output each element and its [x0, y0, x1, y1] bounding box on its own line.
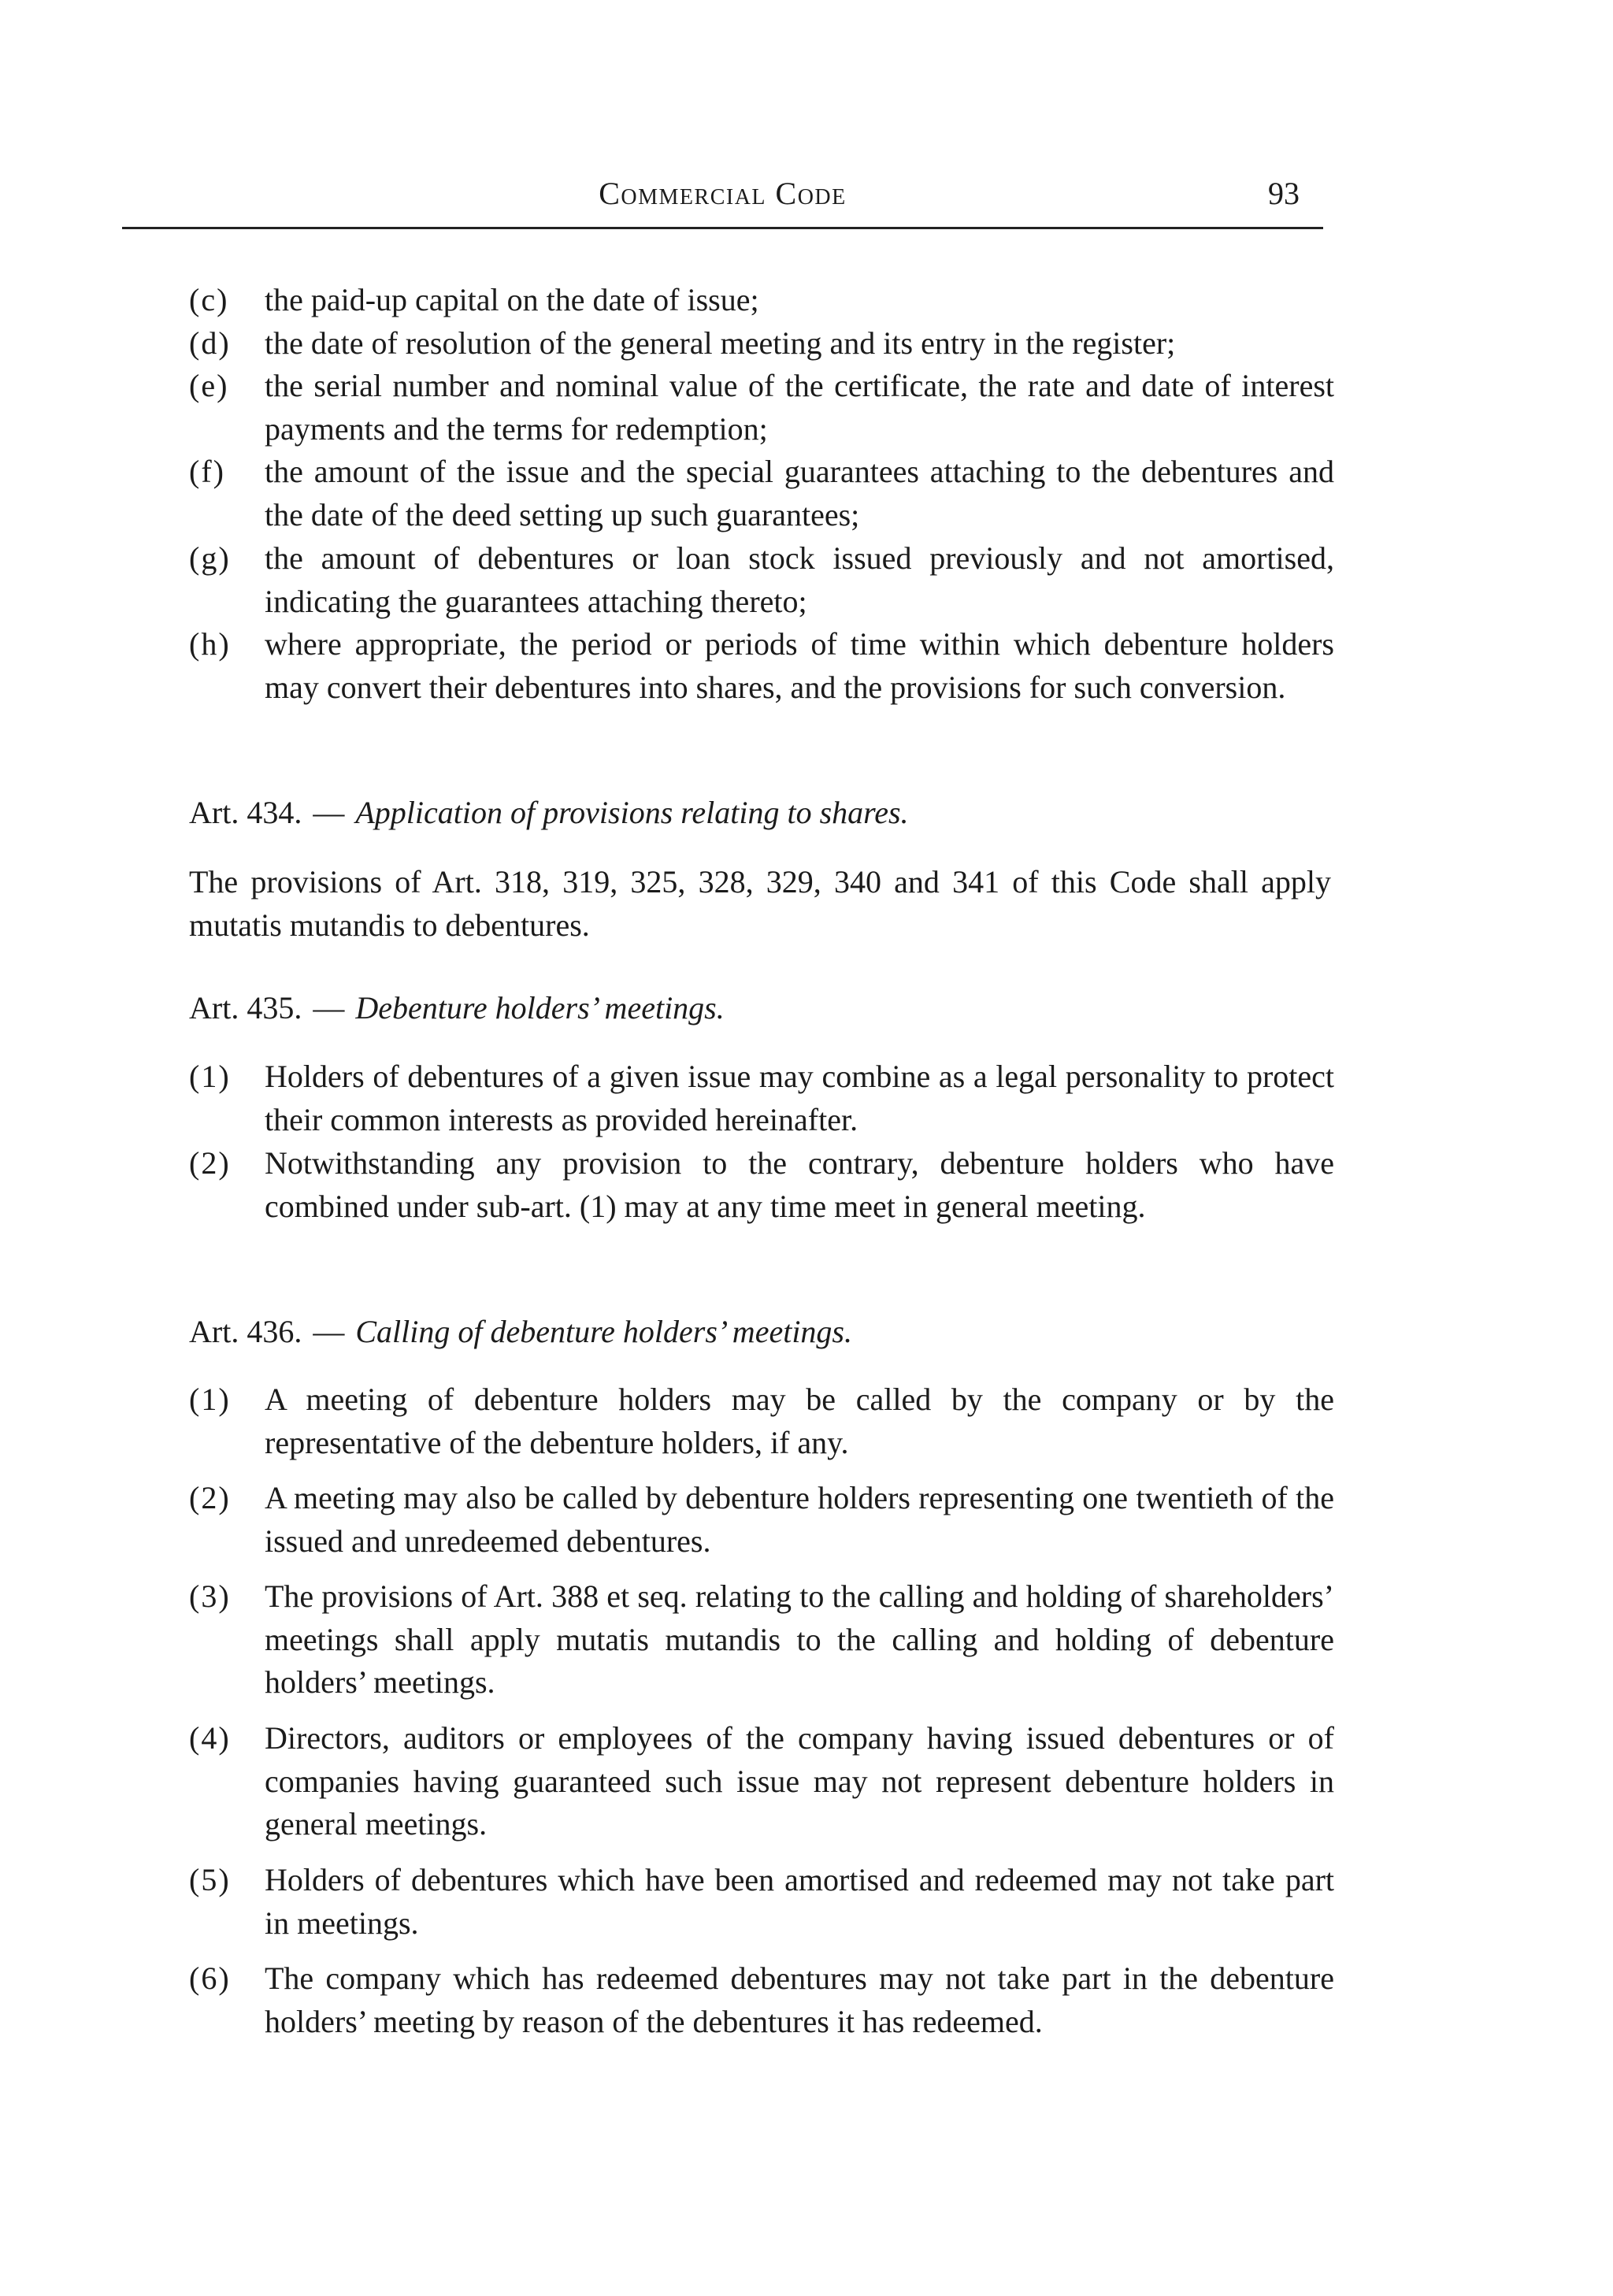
list-item-text: A meeting may also be called by debenture holders representing one twentieth of the issued and unredeemed debentures.	[265, 1480, 1334, 1559]
list-item-text: the date of resolution of the general meeting and its entry in the register;	[265, 325, 1176, 361]
article-title: Debenture holders’ meetings.	[355, 990, 725, 1026]
article-number: Art. 434.	[189, 795, 302, 830]
list-item	[189, 1957, 1334, 2043]
heading-dash: —	[313, 795, 345, 830]
list-marker: (g)	[189, 540, 231, 576]
list-item-text: the paid-up capital on the date of issue;	[265, 282, 759, 317]
article-number: Art. 435.	[189, 990, 302, 1026]
list-item	[189, 365, 1334, 451]
article-436-heading	[189, 1311, 1331, 1353]
article-title: Calling of debenture holders’ meetings.	[355, 1314, 852, 1349]
list-marker: (d)	[189, 325, 231, 361]
list-marker: (2)	[189, 1145, 231, 1181]
list-item-text: the amount of the issue and the special guarantees attaching to the debentures and the date of the deed setting up such guarantees;	[265, 454, 1334, 532]
list-marker: (5)	[189, 1862, 231, 1897]
list-item	[189, 1859, 1334, 1945]
list-marker: (3)	[189, 1578, 231, 1614]
list-item-text: the serial number and nominal value of the certificate, the rate and date of interest payments and the terms for redemption;	[265, 368, 1334, 447]
list-marker: (1)	[189, 1059, 231, 1094]
list-item	[189, 623, 1334, 709]
list-item-text: The company which has redeemed debentures may not take part in the debenture holders’ meeting by reason of the debentures it has redeemed.	[265, 1960, 1334, 2039]
article-435-heading	[189, 987, 1331, 1029]
header-rule	[122, 227, 1323, 229]
list-item-text: Holders of debentures which have been amortised and redeemed may not take part in meetings.	[265, 1862, 1334, 1941]
list-item	[189, 1575, 1334, 1704]
list-marker: (1)	[189, 1382, 231, 1417]
list-item-text: Notwithstanding any provision to the contrary, debenture holders who have combined under sub-art. (1) may at any time meet in general meeting.	[265, 1145, 1334, 1224]
list-item	[189, 1055, 1334, 1141]
running-title: Commercial Code	[599, 176, 847, 211]
list-item-text: where appropriate, the period or periods of time within which debenture holders may convert their debentures into shares, and the provisions for such conversion.	[265, 626, 1334, 705]
list-item	[189, 451, 1334, 536]
list-item	[189, 279, 1334, 322]
list-item-text: The provisions of Art. 388 et seq. relating to the calling and holding of shareholders’ meetings shall apply mutatis mutandis to the calling and holding of debenture holders’ meetings.	[265, 1578, 1334, 1700]
list-item-text: Directors, auditors or employees of the company having issued debentures or of companies having guaranteed such issue may not represent debenture holders in general meetings.	[265, 1720, 1334, 1842]
list-item-text: Holders of debentures of a given issue may combine as a legal personality to protect their common interests as provided hereinafter.	[265, 1059, 1334, 1137]
list-marker: (4)	[189, 1720, 231, 1756]
list-item	[189, 1142, 1334, 1228]
list-item	[189, 537, 1334, 623]
list-item	[189, 1378, 1334, 1464]
list-item-text: the amount of debentures or loan stock issued previously and not amortised, indicating the guarantees attaching thereto;	[265, 540, 1334, 619]
article-title: Application of provisions relating to shares.	[355, 795, 909, 830]
list-item	[189, 322, 1334, 365]
page-number: 93	[1268, 176, 1300, 211]
list-marker: (h)	[189, 626, 231, 662]
list-marker: (2)	[189, 1480, 231, 1515]
article-434-heading	[189, 792, 1331, 834]
list-marker: (6)	[189, 1960, 231, 1996]
article-number: Art. 436.	[189, 1314, 302, 1349]
heading-dash: —	[313, 990, 345, 1026]
list-marker: (c)	[189, 282, 229, 317]
list-item	[189, 1717, 1334, 1846]
heading-dash: —	[313, 1314, 345, 1349]
article-434-body: The provisions of Art. 318, 319, 325, 328, 329, 340 and 341 of this Code shall apply mutatis mutandis to debentures.	[189, 864, 1331, 943]
list-marker: (f)	[189, 454, 225, 489]
list-item-text: A meeting of debenture holders may be called by the company or by the representative of the debenture holders, if any.	[265, 1382, 1334, 1460]
list-item	[189, 1477, 1334, 1563]
list-marker: (e)	[189, 368, 229, 403]
page-header	[122, 175, 1323, 221]
